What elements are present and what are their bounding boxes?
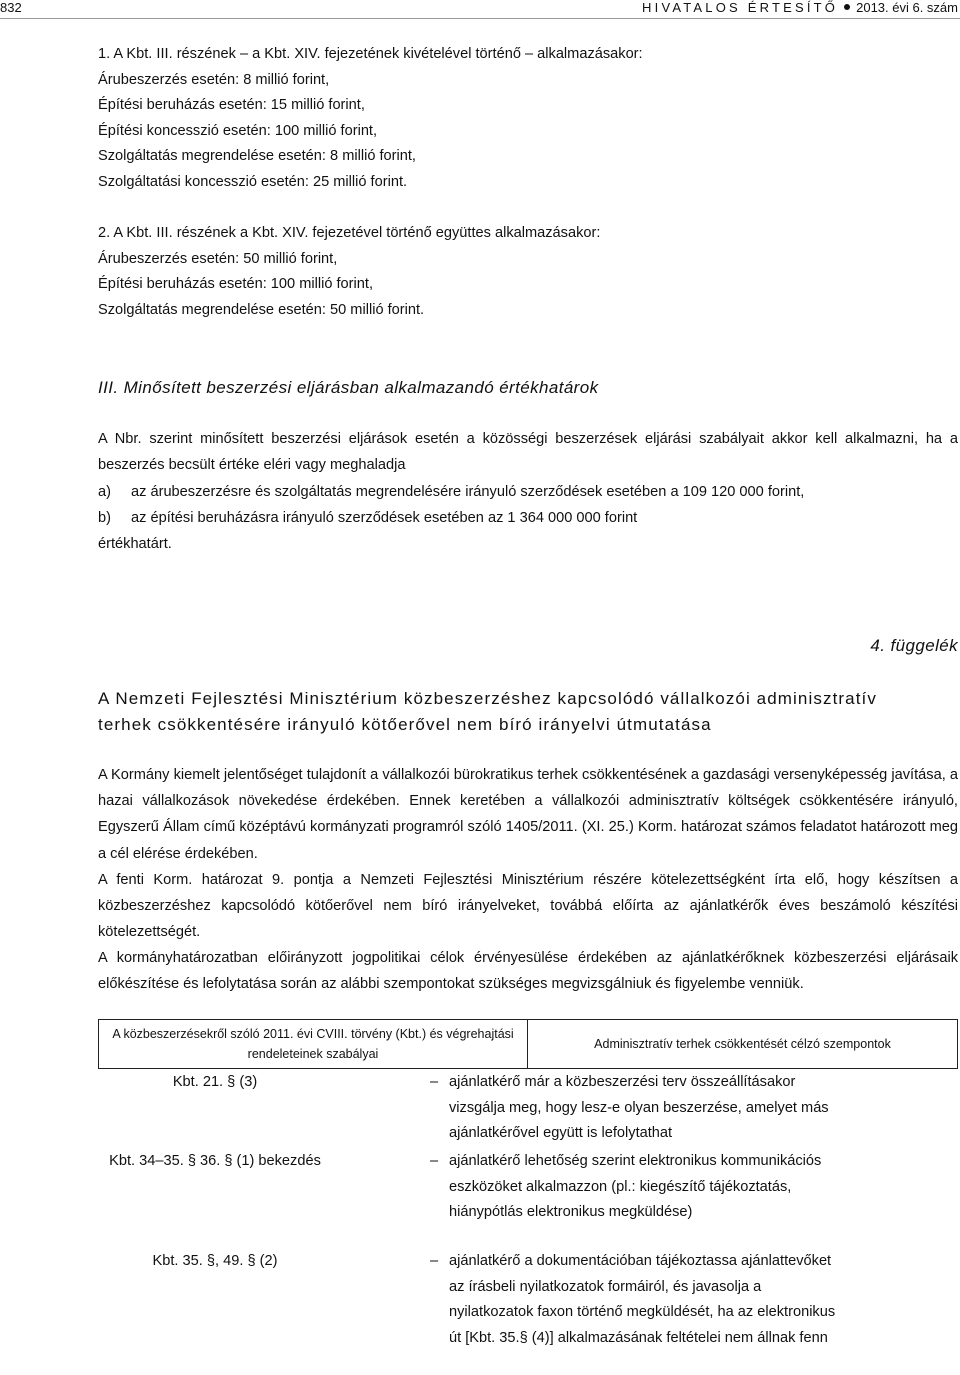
section-iii-intro: A Nbr. szerint minősített beszerzési eljárások esetén a közösségi beszerzések eljárási szabályait akkor kell alkalmazni, ha a beszerzés becsült értéke eléri vagy meghaladja xyxy=(98,431,958,474)
list-item-text: az árubeszerzésre és szolgáltatás megrendelésére irányuló szerződések esetében a 109 120 000 forint, xyxy=(131,484,805,500)
appendix-paragraph-1: A Kormány kiemelt jelentőséget tulajdonít a vállalkozói bürokratikus terhek csökkentésének a gazdasági versenyképesség javítása, a hazai vállalkozások növekedése érdekében. Ennek keretében a vállalkozói adminisztratív költségek csökkentésére irányuló, Egyszerű Állam című középtávú kormányzati programról szóló 1405/2011. (XI. 25.) Korm. határozat számos feladatot határozott meg a cél elérése érdekében. xyxy=(98,767,958,862)
threshold-line: Építési beruházás esetén: 100 millió forint, xyxy=(98,276,374,293)
appendix-label: 4. függelék xyxy=(870,636,958,655)
threshold-line: Szolgáltatási koncesszió esetén: 25 millió forint. xyxy=(98,173,408,190)
appendix-title: A Nemzeti Fejlesztési Minisztérium közbeszerzéshez kapcsolódó vállalkozói adminisztratív terhek csökkentésére irányuló kötőerővel nem bíró irányelvi útmutatása xyxy=(98,689,877,734)
table-cell-reference: Kbt. 21. § (3) xyxy=(172,1074,258,1090)
list-item-b xyxy=(98,505,637,531)
appendix-paragraph-2: A fenti Korm. határozat 9. pontja a Nemzeti Fejlesztési Minisztérium részére kötelezettségként írta elő, hogy készítsen a közbeszerzéshez kapcsolódó kötőerővel nem bíró irányelveket, továbbá előírta az ajánlatkérők éves beszámoló készítési kötelezettségét. xyxy=(98,872,958,941)
bullet-separator-icon xyxy=(844,4,850,10)
list-item-a xyxy=(98,479,804,505)
table-cell-description: ajánlatkérő a dokumentációban tájékoztassa ajánlattevőket az írásbeli nyilatkozatok formáiról, és javasolja a nyilatkozatok faxon történő megküldését, ha az elektronikus út [Kbt. 35.§ (4)] alkalmazásának feltételei nem állnak fenn xyxy=(449,1253,836,1346)
table-header-rules: A közbeszerzésekről szóló 2011. évi CVIII. törvény (Kbt.) és végrehajtási rendeleteinek szabályai xyxy=(98,1019,528,1069)
table-cell-dash: – xyxy=(430,1153,439,1169)
threshold-line: 1. A Kbt. III. részének – a Kbt. XIV. fejezetének kivételével történő – alkalmazásakor: xyxy=(98,46,643,62)
threshold-line: Építési beruházás esetén: 15 millió forint, xyxy=(98,97,365,114)
header-rule xyxy=(0,18,960,19)
list-item-key: a) xyxy=(98,484,111,500)
section-iii-title: III. Minősített beszerzési eljárásban alkalmazandó értékhatárok xyxy=(98,378,599,397)
publication-name: HIVATALOS ÉRTESÍTŐ xyxy=(642,0,839,15)
list-item-key: b) xyxy=(98,510,111,526)
table-cell-dash: – xyxy=(430,1253,439,1269)
page-number: 832 xyxy=(0,0,22,15)
thresholds-block-1 xyxy=(98,42,643,196)
threshold-line: Építési koncesszió esetén: 100 millió forint, xyxy=(98,122,378,139)
thresholds-block-2 xyxy=(98,221,600,323)
table-cell-reference: Kbt. 34–35. § 36. § (1) bekezdés xyxy=(109,1153,321,1169)
table-cell-description: ajánlatkérő már a közbeszerzési terv összeállításakor vizsgálja meg, hogy lesz-e olyan beszerzése, amelyet más ajánlatkérővel együtt is lefolytathat xyxy=(449,1074,829,1141)
threshold-line: Szolgáltatás megrendelése esetén: 50 millió forint. xyxy=(98,301,425,318)
threshold-line: Árubeszerzés esetén: 50 millió forint, xyxy=(98,250,338,267)
threshold-line: 2. A Kbt. III. részének a Kbt. XIV. fejezetével történő együttes alkalmazásakor: xyxy=(98,225,601,241)
table-cell-dash: – xyxy=(430,1074,439,1090)
list-item-text: az építési beruházásra irányuló szerződések esetében az 1 364 000 000 forint xyxy=(131,510,638,526)
table-cell-reference: Kbt. 35. §, 49. § (2) xyxy=(152,1253,278,1269)
table-header-aspects: Adminisztratív terhek csökkentését célzó szempontok xyxy=(527,1019,958,1069)
section-iii-ending: értékhatárt. xyxy=(98,536,172,552)
header-publication xyxy=(642,0,958,15)
threshold-line: Árubeszerzés esetén: 8 millió forint, xyxy=(98,71,330,88)
appendix-paragraph-3: A kormányhatározatban előirányzott jogpolitikai célok érvényesülése érdekében az ajánlatkérőknek közbeszerzési eljárásaik előkészítése és lefolytatása során az alábbi szempontokat szükséges megvizsgálniuk és figyelembe venniük. xyxy=(98,950,958,993)
table-cell-description: ajánlatkérő lehetőség szerint elektronikus kommunikációs eszközöket alkalmazzon (pl.: kiegészítő tájékoztatás, hiánypótlás elektronikus megküldése) xyxy=(449,1153,822,1220)
threshold-line: Szolgáltatás megrendelése esetén: 8 millió forint, xyxy=(98,148,416,165)
issue-number: 2013. évi 6. szám xyxy=(856,0,958,15)
running-header xyxy=(0,0,960,18)
